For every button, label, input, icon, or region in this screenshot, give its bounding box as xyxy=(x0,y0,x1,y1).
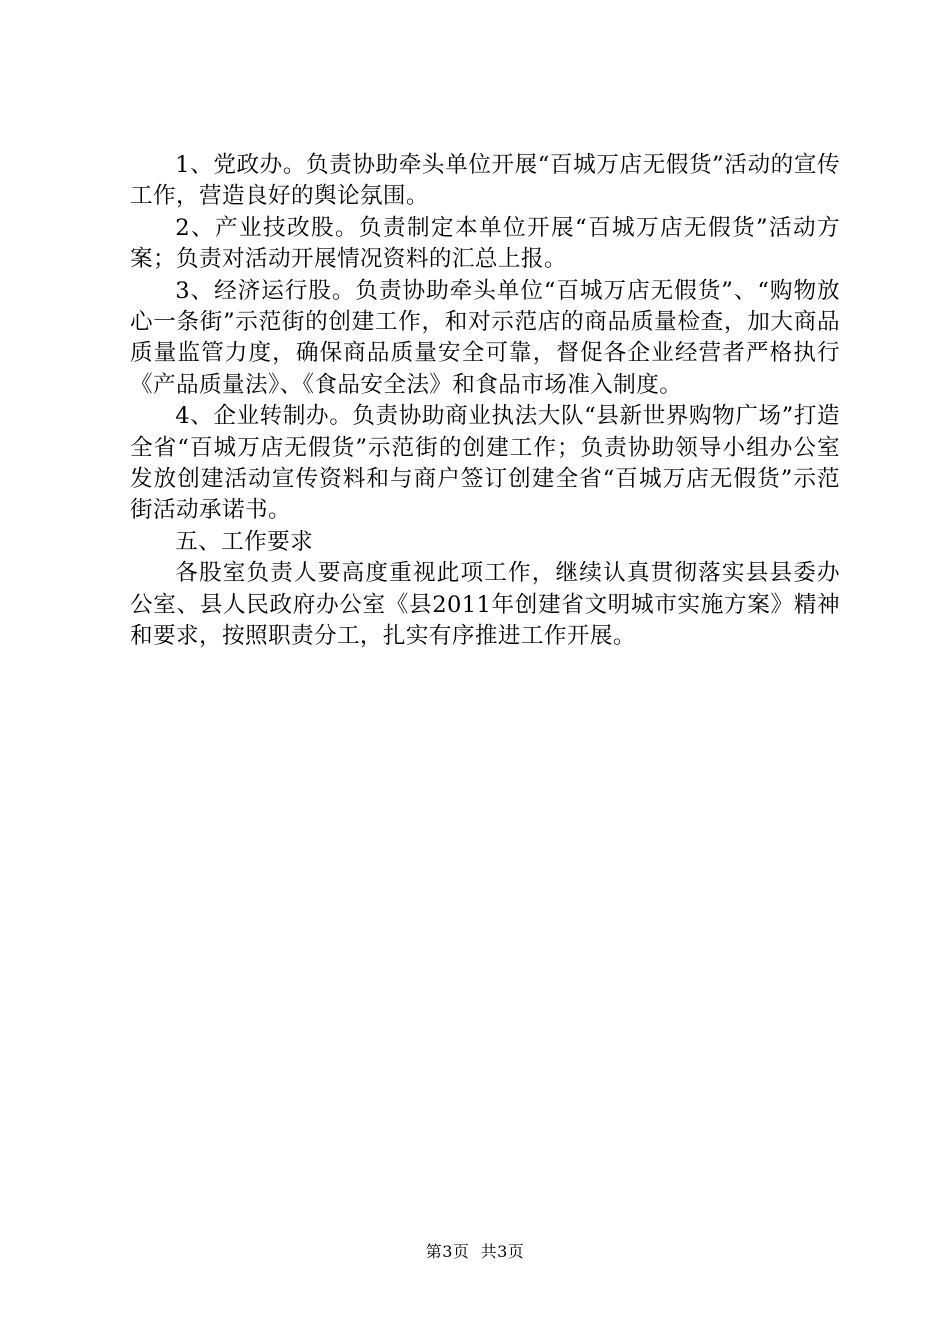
page-number-footer: 第3页 共3页 xyxy=(425,1242,525,1261)
paragraph-industry-tech: 2、产业技改股。负责制定本单位开展“百城万店无假货”活动方案；负责对活动开展情况资料的汇总上报。 xyxy=(130,214,840,273)
document-body xyxy=(130,150,840,653)
section-heading-work-requirements: 五、工作要求 xyxy=(175,528,314,555)
paragraph-economic-operation: 3、经济运行股。负责协助牵头单位“百城万店无假货”、“购物放心一条街”示范街的创建工作，和对示范店的商品质量检查，加大商品质量监管力度，确保商品质量安全可靠，督促各企业经营者严格执行《产品质量法》、《食品安全法》和食品市场准入制度。 xyxy=(130,277,840,398)
paragraph-party-office: 1、党政办。负责协助牵头单位开展“百城万店无假货”活动的宣传工作，营造良好的舆论氛围。 xyxy=(130,152,840,210)
paragraph-enterprise-reform: 4、企业转制办。负责协助商业执法大队“县新世界购物广场”打造全省“百城万店无假货”示范街的创建工作；负责协助领导小组办公室发放创建活动宣传资料和与商户签订创建全省“百城万店无假货”示范街活动承诺书。 xyxy=(130,403,840,524)
paragraph-requirements: 各股室负责人要高度重视此项工作，继续认真贯彻落实县县委办公室、县人民政府办公室《县2011年创建省文明城市实施方案》精神和要求，按照职责分工，扎实有序推进工作开展。 xyxy=(130,560,840,650)
